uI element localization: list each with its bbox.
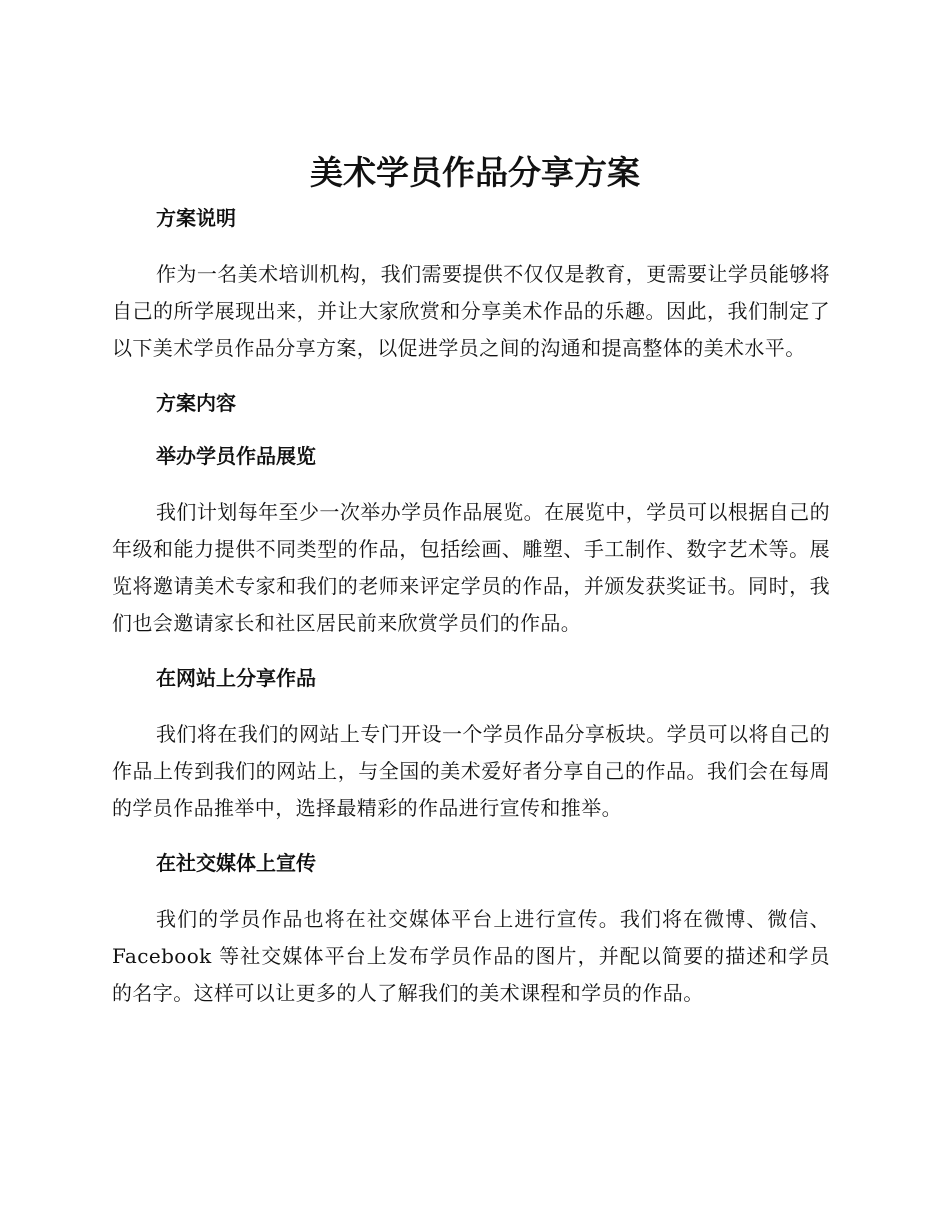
section-heading-plan-description: 方案说明	[156, 206, 236, 230]
paragraph-plan-description: 作为一名美术培训机构，我们需要提供不仅仅是教育，更需要让学员能够将自己的所学展现出来，并让大家欣赏和分享美术作品的乐趣。因此，我们制定了以下美术学员作品分享方案，以促进学员之间的沟通和提高整体的美术水平。	[112, 262, 830, 360]
subsection-heading-exhibition: 举办学员作品展览	[156, 444, 316, 468]
subsection-heading-website: 在网站上分享作品	[156, 666, 316, 690]
subsection-heading-social-media: 在社交媒体上宣传	[156, 851, 316, 875]
paragraph-website: 我们将在我们的网站上专门开设一个学员作品分享板块。学员可以将自己的作品上传到我们的网站上，与全国的美术爱好者分享自己的作品。我们会在每周的学员作品推举中，选择最精彩的作品进行宣传和推举。	[112, 722, 830, 820]
section-heading-plan-content: 方案内容	[156, 391, 236, 415]
paragraph-exhibition: 我们计划每年至少一次举办学员作品展览。在展览中，学员可以根据自己的年级和能力提供不同类型的作品，包括绘画、雕塑、手工制作、数字艺术等。展览将邀请美术专家和我们的老师来评定学员的作品，并颁发获奖证书。同时，我们也会邀请家长和社区居民前来欣赏学员们的作品。	[112, 500, 830, 635]
document-title: 美术学员作品分享方案	[310, 153, 640, 192]
document-body	[112, 203, 830, 1012]
paragraph-social-media: 我们的学员作品也将在社交媒体平台上进行宣传。我们将在微博、微信、Facebook 等社交媒体平台上发布学员作品的图片，并配以简要的描述和学员的名字。这样可以让更多的人了解我们的美术课程和学员的作品。	[112, 907, 830, 1005]
